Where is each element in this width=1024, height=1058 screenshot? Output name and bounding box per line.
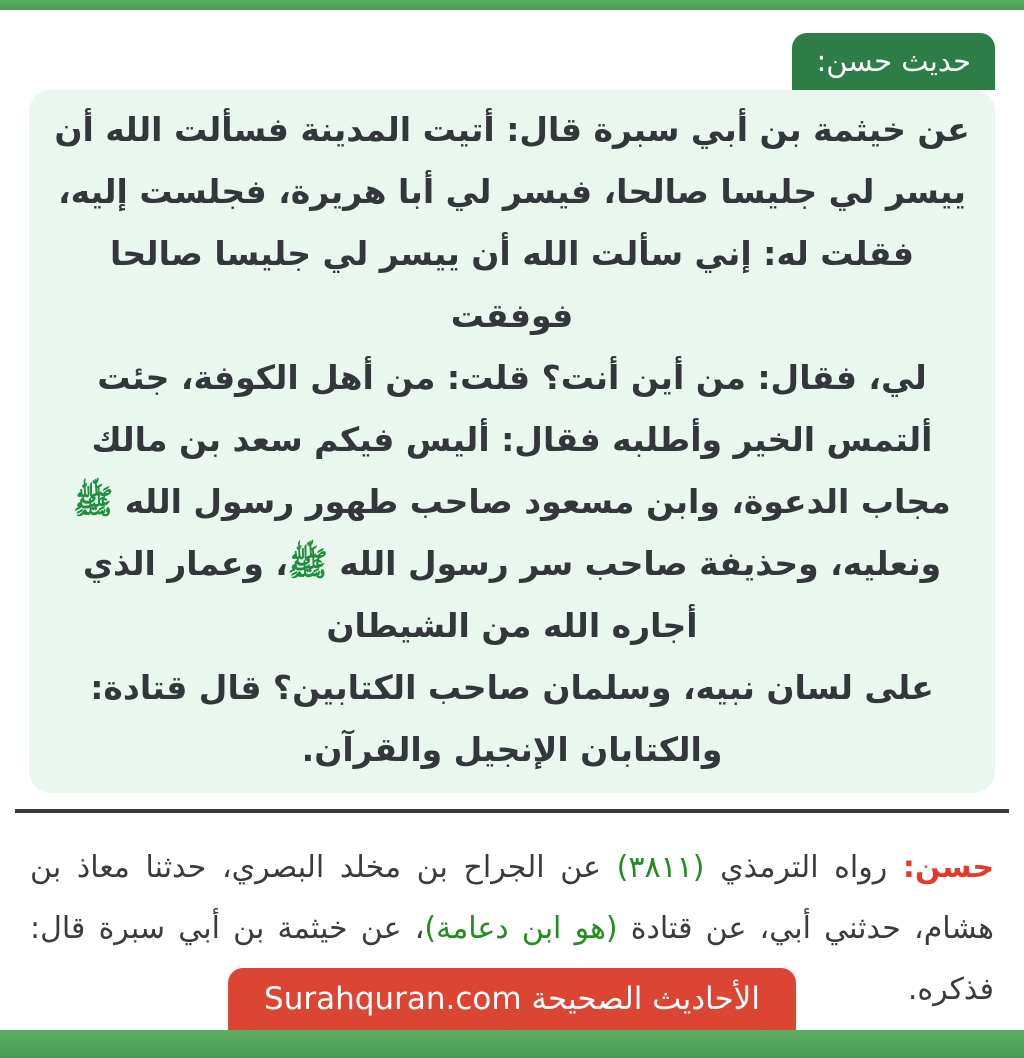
- hadith-line: [47, 595, 977, 657]
- hadith-text-segment: ، وعمار الذي: [82, 544, 288, 583]
- top-green-bar: [0, 0, 1024, 10]
- site-badge-label: الأحاديث الصحيحة Surahquran.com: [264, 981, 760, 1017]
- hadith-line: [47, 471, 977, 533]
- hadith-text-segment: عن خيثمة بن أبي سبرة قال: أتيت المدينة فسألت الله أن: [54, 110, 970, 149]
- hadith-line: [47, 719, 977, 781]
- hadith-text-segment: مجاب الدعوة، وابن مسعود صاحب طهور رسول الله: [113, 482, 951, 521]
- hadith-text-segment: ألتمس الخير وأطلبه فقال: أليس فيكم سعد بن مالك: [91, 420, 933, 459]
- hadith-line: [47, 533, 977, 595]
- hadith-line: [47, 409, 977, 471]
- hadith-line: [47, 161, 977, 223]
- bottom-green-bar: [0, 1030, 1024, 1058]
- hadith-text-segment: أجاره الله من الشيطان: [326, 606, 698, 645]
- hadith-text-segment: ونعليه، وحذيفة صاحب سر رسول الله: [327, 544, 942, 583]
- narrator-note: (هو ابن دعامة): [424, 911, 618, 946]
- source-text-segment: رواه الترمذي: [704, 850, 903, 885]
- saw-symbol: ﷺ: [73, 482, 114, 521]
- hadith-text-segment: والكتابان الإنجيل والقرآن.: [301, 730, 723, 769]
- hadith-text-segment: على لسان نبيه، وسلمان صاحب الكتابين؟ قال قتادة:: [90, 668, 934, 707]
- grade-word: حسن:: [902, 850, 994, 885]
- divider-line: [15, 809, 1009, 813]
- hadith-line: [47, 99, 977, 161]
- hadith-grade-label: حديث حسن:: [792, 33, 995, 90]
- hadith-line: [47, 347, 977, 409]
- source-text-segment: ، عن خيثمة بن أبي سبرة قال: فذكره.: [30, 911, 994, 1007]
- hadith-text-segment: ييسر لي جليسا صالحا، فيسر لي أبا هريرة، فجلست إليه،: [58, 172, 966, 211]
- hadith-line: [47, 657, 977, 719]
- hadith-text-box: [29, 90, 995, 793]
- hadith-line: [47, 223, 977, 347]
- hadith-text-segment: فقلت له: إني سألت الله أن ييسر لي جليسا صالحا فوفقت: [110, 234, 914, 335]
- source-text-segment: عن الجراح بن مخلد البصري، حدثنا معاذ بن هشام، حدثني أبي، عن قتادة: [30, 850, 994, 946]
- label-row: [0, 10, 1024, 90]
- site-badge: [228, 968, 796, 1030]
- hadith-number: (٣٨١١): [616, 850, 705, 885]
- hadith-text-segment: لي، فقال: من أين أنت؟ قلت: من أهل الكوفة، جئت: [97, 358, 927, 397]
- saw-symbol: ﷺ: [287, 544, 328, 583]
